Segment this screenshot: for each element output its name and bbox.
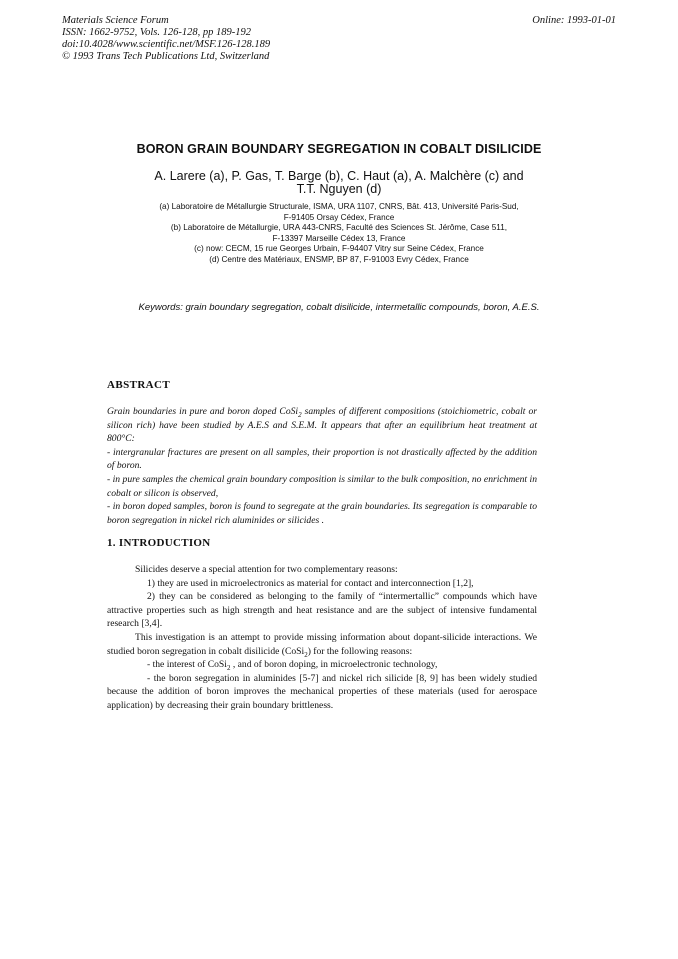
introduction-body	[107, 563, 537, 713]
issn-line: ISSN: 1662-9752, Vols. 126-128, pp 189-192	[62, 27, 251, 38]
paper-title: BORON GRAIN BOUNDARY SEGREGATION IN COBALT DISILICIDE	[136, 142, 542, 156]
intro-paragraph: This investigation is an attempt to provide missing information about dopant-silicide interactions. We studied boron segregation in cobalt disilicide (CoSi$_2$) for the following reasons:	[107, 631, 537, 659]
journal-header	[62, 15, 270, 63]
introduction-heading: 1. INTRODUCTION	[107, 537, 211, 549]
affiliation-line: (b) Laboratoire de Métallurgie, URA 443-CNRS, Faculté des Sciences St. Jérôme, Case 511,	[170, 223, 508, 232]
doi-link[interactable]: doi:10.4028/www.scientific.net/MSF.126-128.189	[62, 39, 271, 50]
journal-name: Materials Science Forum	[62, 15, 169, 26]
online-date: Online: 1993-01-01	[532, 15, 616, 26]
intro-paragraph: Silicides deserve a special attention for two complementary reasons:	[135, 564, 398, 575]
abstract-body	[107, 405, 537, 527]
intro-paragraph: 1) they are used in microelectronics as material for contact and interconnection [1,2],	[147, 577, 474, 589]
affiliation-line: F-13397 Marseille Cédex 13, France	[272, 233, 406, 243]
intro-paragraph: - the boron segregation in aluminides [5-7] and nickel rich silicide [8, 9] has been widely studied because the addition of boron improves the mechanical properties of these materials (used for aerospace application) by decreasing their grain boundary brittleness.	[107, 672, 537, 711]
abstract-heading: ABSTRACT	[107, 379, 171, 391]
affiliations	[100, 202, 578, 265]
keywords: Keywords: grain boundary segregation, cobalt disilicide, intermetallic compounds, boron, A.E.S.	[138, 302, 540, 313]
intro-paragraph: 2) they can be considered as belonging to the family of “intermertallic” compounds which have attractive properties such as high strength and heat resistance and are the subject of intensive fundamental research [3,4].	[107, 591, 537, 630]
authors-line-1: A. Larere (a), P. Gas, T. Barge (b), C. Haut (a), A. Malchère (c) and	[154, 169, 524, 183]
abstract-bullet: - intergranular fractures are present on all samples, their proportion is not drastically affected by the addition of boron.	[107, 446, 537, 472]
authors-line-2: T.T. Nguyen (d)	[296, 182, 382, 196]
copyright-line: © 1993 Trans Tech Publications Ltd, Switzerland	[62, 51, 270, 62]
affiliation-line: F-91405 Orsay Cédex, France	[283, 212, 395, 222]
abstract-bullet: - in pure samples the chemical grain boundary composition is similar to the bulk composition, no enrichment in cobalt or silicon is observed,	[107, 473, 537, 499]
affiliation-line: (c) now: CECM, 15 rue Georges Urbain, F-94407 Vitry sur Seine Cédex, France	[194, 244, 484, 253]
abstract-bullet: - in boron doped samples, boron is found to segregate at the grain boundaries. Its segregation is comparable to boron segregation in nickel rich aluminides or silicides .	[107, 501, 537, 526]
author-list	[100, 170, 578, 196]
affiliation-line: (a) Laboratoire de Métallurgie Structurale, ISMA, URA 1107, CNRS, Bât. 413, Université Paris-Sud,	[159, 202, 519, 211]
affiliation-line: (d) Centre des Matériaux, ENSMP, BP 87, F-91003 Evry Cédex, France	[209, 254, 469, 264]
abstract-paragraph: Grain boundaries in pure and boron doped CoSi$_2$ samples of different compositions (stoichiometric, cobalt or silicon rich) have been studied by A.E.S and S.E.M. It appears that after an equilibrium heat treatment at 800°C:	[107, 406, 537, 445]
intro-paragraph: - the interest of CoSi$_2$ , and of boron doping, in microelectronic technology,	[147, 659, 438, 673]
